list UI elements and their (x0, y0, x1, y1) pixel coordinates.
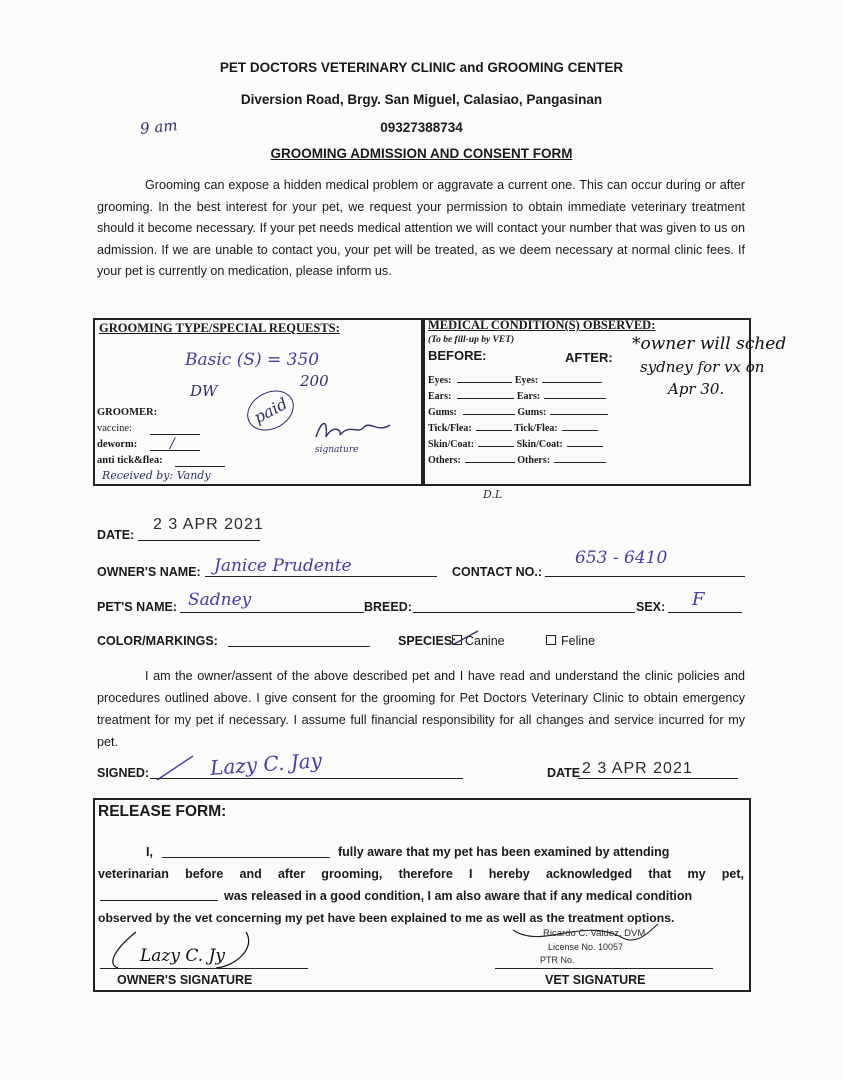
mc-row-tick: Tick/Flea: Tick/Flea: (428, 420, 598, 434)
release-text-2: veterinarian before and after grooming, therefore I hereby acknowledged that my pet, (98, 867, 744, 881)
tick-label: anti tick&flea: (97, 455, 163, 466)
consent-date-line (578, 778, 738, 779)
owner-name-label: OWNER'S NAME: (97, 565, 201, 579)
date-stamp: 2 3 APR 2021 (153, 516, 264, 533)
hand-200: 200 (300, 372, 329, 390)
color-line (228, 646, 370, 647)
after-label: AFTER: (565, 350, 613, 365)
mc-row-gums: Gums: Gums: (428, 404, 608, 418)
hand-note-line1: *owner will sched (632, 334, 787, 354)
mc-row-ears: Ears: Ears: (428, 388, 606, 402)
release-text-4: observed by the vet concerning my pet have been explained to me as well as the treatment options. (98, 911, 675, 925)
received-by: Received by: Vandy (102, 469, 211, 482)
canine-check-icon (452, 628, 480, 648)
release-name-line (162, 857, 330, 858)
handwritten-time: 9 am (139, 116, 179, 138)
hand-basic: Basic (S) = 350 (185, 350, 320, 370)
grooming-title: GROOMING TYPE/SPECIAL REQUESTS: (99, 321, 340, 335)
pet-name-line (180, 612, 364, 613)
medical-title: MEDICAL CONDITION(S) OBSERVED: (428, 318, 656, 332)
owner-signature-label: OWNER'S SIGNATURE (117, 973, 253, 987)
breed-line (413, 612, 635, 613)
release-pet-line (100, 900, 218, 901)
deworm-check: / (170, 436, 175, 452)
owner-signature-hand: Lazy C. Jy (140, 946, 226, 966)
sex-label: SEX: (636, 600, 666, 614)
signed-value: Lazy C. Jay (209, 748, 323, 780)
intro-paragraph: Grooming can expose a hidden medical problem or aggravate a current one. This can occur during or after grooming. In the best interest for your pet, we request your permission to obtain immediate veterinary treatment should it become necessary. If your pet needs medical attention we will contact your number that was given to us on admission. If we are unable to contact you, your pet will be treated, as we deem necessary at normal clinic fees. If your pet is currently on medication, please inform us. (97, 178, 745, 278)
vet-stamp-license: License No. 10057 (548, 942, 624, 952)
color-label: COLOR/MARKINGS: (97, 634, 218, 648)
vet-signature-line (495, 968, 713, 969)
owner-name-value: Janice Prudente (214, 556, 352, 576)
owner-name-line (205, 576, 437, 577)
sex-value: F (692, 589, 705, 610)
feline-checkbox[interactable] (546, 635, 556, 645)
release-i: I, (146, 845, 153, 859)
signed-label: SIGNED: (97, 766, 150, 780)
vaccine-line (150, 434, 200, 435)
signed-line (150, 778, 463, 779)
vet-stamp-name: Ricardo C. Valdez, DVM (543, 928, 646, 939)
owner-signature-line (100, 968, 308, 969)
signature-caption: signature (315, 445, 359, 455)
deworm-line (150, 450, 200, 451)
clinic-address: Diversion Road, Brgy. San Miguel, Calasiao, Pangasinan (240, 92, 603, 107)
hand-note-line2: sydney for vx on (640, 358, 765, 376)
vet-signature-label: VET SIGNATURE (545, 973, 646, 987)
before-label: BEFORE: (428, 348, 487, 363)
consent-paragraph: I am the owner/assent of the above described pet and I have read and understand the clinic policies and procedures outlined above. I give consent for the grooming for Pet Doctors Veterinary Clinic to obtain emergency treatment for my pet if necessary. I assume full financial responsibility for all changes and service incurred for my pet. (97, 669, 745, 749)
hand-initials: D.L (483, 488, 503, 501)
form-title: GROOMING ADMISSION AND CONSENT FORM (270, 146, 573, 161)
vet-stamp-ptr: PTR No. (540, 955, 575, 965)
vaccine-label: vaccine: (97, 423, 132, 434)
canine-option[interactable]: Canine (452, 634, 505, 648)
clinic-name: PET DOCTORS VETERINARY CLINIC and GROOMING CENTER (219, 60, 624, 75)
release-text-3: was released in a good condition, I am also aware that if any medical condition (224, 889, 693, 903)
hand-dw: DW (190, 382, 218, 400)
hand-paid-stamp: paid (240, 383, 301, 439)
deworm-label: deworm: (97, 439, 138, 450)
contact-line (545, 576, 745, 577)
contact-value: 653 - 6410 (575, 548, 668, 568)
groomer-label: GROOMER: (97, 407, 158, 418)
pet-name-label: PET'S NAME: (97, 600, 178, 614)
owner-signature-stroke-icon (96, 928, 296, 973)
date-label: DATE: (97, 528, 135, 542)
sex-line (668, 612, 742, 613)
clinic-phone: 09327388734 (380, 120, 463, 135)
hand-note-line3: Apr 30. (668, 380, 725, 398)
medical-note: (To be fill-up by VET) (428, 335, 515, 345)
release-title: RELEASE FORM: (98, 803, 227, 820)
release-text-1: fully aware that my pet has been examined by attending (338, 845, 670, 859)
mc-row-skin: Skin/Coat: Skin/Coat: (428, 436, 603, 450)
breed-label: BREED: (364, 600, 412, 614)
mc-row-others: Others: Others: (428, 452, 606, 466)
mc-row-eyes: Eyes: Eyes: (428, 372, 602, 386)
groomer-signature-icon (312, 415, 394, 445)
feline-option[interactable]: Feline (546, 634, 595, 648)
tick-line (175, 466, 225, 467)
species-label: SPECIES: (398, 634, 457, 648)
consent-date-stamp: 2 3 APR 2021 (582, 760, 693, 777)
contact-label: CONTACT NO.: (452, 565, 543, 579)
consent-date-label: DATE (547, 766, 581, 780)
pet-name-value: Sadney (188, 590, 252, 610)
date-line (138, 540, 260, 541)
